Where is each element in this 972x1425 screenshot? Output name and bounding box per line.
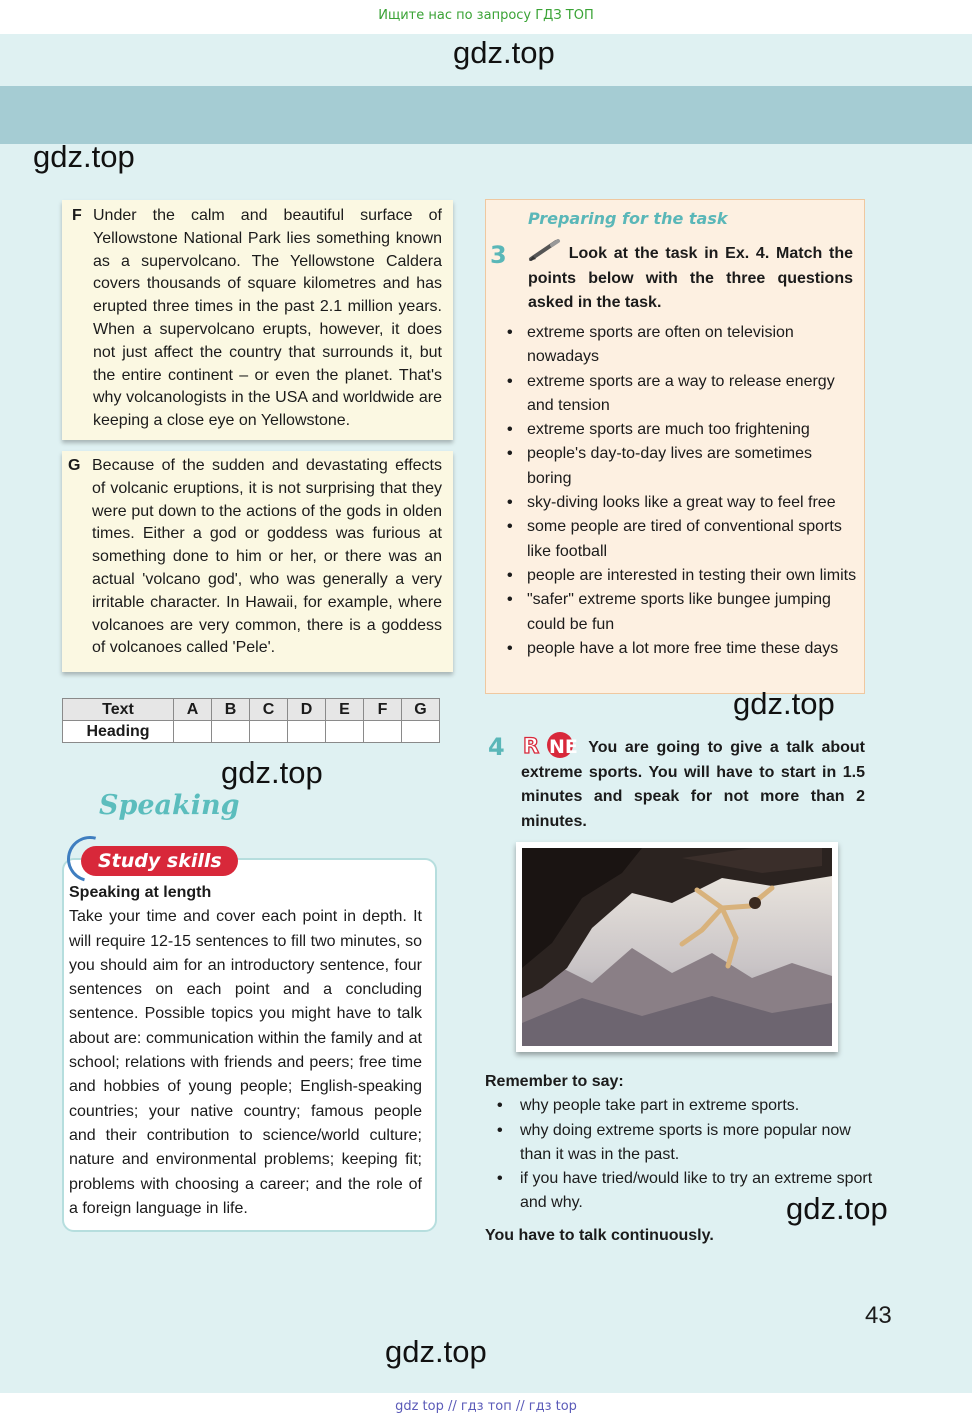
row-label: Text (63, 699, 174, 721)
climber-photo-image (522, 848, 832, 1046)
list-item: • people have a lot more free time these days (507, 637, 857, 661)
match-table (62, 698, 440, 743)
exercise-3-text: Look at the task in Ex. 4. Match the points below with the three questions asked in the task. (528, 245, 853, 312)
row-label: Heading (63, 721, 174, 743)
list-item: • why people take part in extreme sports. (497, 1094, 875, 1118)
list-item: • sky-diving looks like a great way to feel free (507, 491, 857, 515)
section-title: Speaking (99, 790, 240, 821)
study-skills-body: Take your time and cover each point in depth. It will require 12-15 sentences to fill two minutes, so you should aim for an introductory sentence, four sentences on each point and a concluding sentence. Possible topics you might have to talk about are: communication within the family and at school; relations with friends and peers; free time and hobbies of young people; English-speaking countries; your native country; famous people and their contribution to science/world culture; nature and environmental problems; keeping fit; problems with choosing a career; and the role of a foreign language in life. (69, 908, 422, 1217)
list-item: • extreme sports are much too frightening (507, 418, 857, 442)
list-item: • people are interested in testing their own limits (507, 564, 857, 588)
answer-cell[interactable] (174, 721, 212, 743)
paragraph-letter: G (68, 457, 81, 474)
watermark: gdz.top (385, 1334, 487, 1369)
list-item: • if you have tried/would like to try an extreme sport and why. (497, 1167, 875, 1216)
exercise-4-instruction (521, 731, 865, 835)
rne-badge-ne: NE (549, 736, 577, 758)
column-header: A (174, 699, 212, 721)
paragraph-f-card (62, 200, 453, 440)
paragraph-g-text: Because of the sudden and devastating effects of volcanic eruptions, it is not surprising that they were put down to the actions of the gods in olden times. Either a god or goddess was furious at something done to him or her, or there was an actual 'volcano god', who was generally a very irritable character. In Hawaii, for example, where volcanoes are very common, there is a goddess of volcanoes called 'Pele'. (92, 457, 442, 657)
column-header: G (402, 699, 440, 721)
watermark: gdz.top (33, 139, 135, 174)
footer-links[interactable]: gdz top // гдз топ // гдз top (395, 1399, 577, 1414)
study-skills-badge: Study skills (81, 846, 238, 876)
page-number: 43 (865, 1302, 892, 1329)
closing-note: You have to talk continuously. (485, 1227, 714, 1244)
rne-badge-icon (521, 731, 577, 759)
exercise-4-text: You are going to give a talk about extreme sports. You will have to start in 1.5 minutes and speak for not more than 2 minutes. (521, 739, 865, 831)
answer-cell[interactable] (288, 721, 326, 743)
rne-badge-r: R (523, 734, 540, 758)
column-header: B (212, 699, 250, 721)
pencil-icon (528, 239, 562, 259)
list-item: • why doing extreme sports is more popular now than it was in the past. (497, 1119, 875, 1168)
list-item: • extreme sports are often on television nowadays (507, 321, 857, 370)
list-item: • "safer" extreme sports like bungee jumping could be fun (507, 588, 857, 637)
column-header: E (326, 699, 364, 721)
exercise-number: 4 (488, 733, 505, 761)
study-skills-content (69, 881, 422, 1221)
answer-cell[interactable] (402, 721, 440, 743)
search-note-link[interactable]: Ищите нас по запросу ГДЗ ТОП (378, 8, 594, 23)
paragraph-letter: F (72, 207, 82, 224)
exercise-number: 3 (490, 241, 507, 269)
list-item: • some people are tired of conventional sports like football (507, 515, 857, 564)
table-row (63, 699, 440, 721)
answer-cell[interactable] (212, 721, 250, 743)
header-band (0, 86, 972, 144)
paragraph-f-text: Under the calm and beautiful surface of Yellowstone National Park lies something known as a supervolcano. The Yellowstone Caldera covers thousands of square kilometres and has erupted three times in the past 2.1 million years. When a supervolcano erupts, however, it does not just affect the country that surrounds it, but the entire continent – or even the planet. That's why volcanologists in the USA and worldwide are keeping a close eye on Yellowstone. (93, 207, 442, 430)
climber-photo (516, 842, 838, 1052)
table-row (63, 721, 440, 743)
remember-title: Remember to say: (485, 1073, 624, 1090)
watermark: gdz.top (733, 686, 835, 721)
preparing-title: Preparing for the task (528, 209, 728, 228)
watermark: gdz.top (453, 35, 555, 70)
watermark: gdz.top (221, 755, 323, 790)
list-item: • extreme sports are a way to release energy and tension (507, 370, 857, 419)
points-list (507, 321, 857, 661)
paragraph-g-card (62, 451, 453, 672)
list-item: • people's day-to-day lives are sometimes boring (507, 442, 857, 491)
answer-cell[interactable] (326, 721, 364, 743)
column-header: D (288, 699, 326, 721)
answer-cell[interactable] (364, 721, 402, 743)
answer-cell[interactable] (250, 721, 288, 743)
study-skills-heading: Speaking at length (69, 884, 212, 901)
column-header: C (250, 699, 288, 721)
watermark: gdz.top (786, 1191, 888, 1226)
column-header: F (364, 699, 402, 721)
exercise-3-instruction (528, 239, 853, 316)
